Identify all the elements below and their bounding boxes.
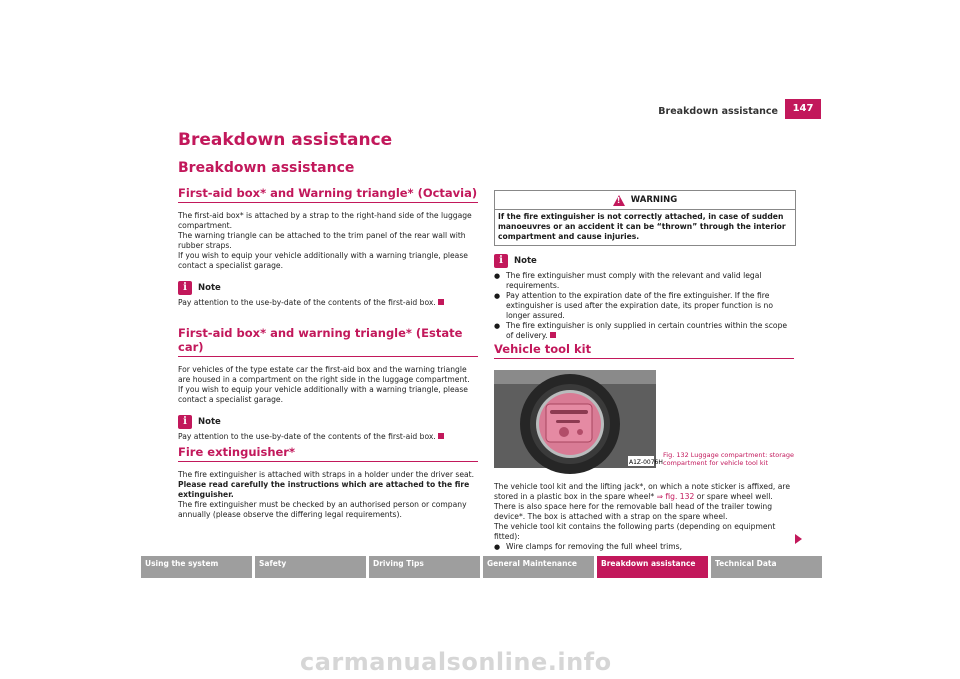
running-header: Breakdown assistance: [658, 106, 778, 117]
fire-extinguisher-note: [494, 254, 794, 341]
paragraph: If you wish to equip your vehicle additionally with a warning triangle, please contact a specialist garage.: [178, 385, 468, 404]
spare-wheel-illustration: [494, 370, 663, 468]
end-of-section-mark: [438, 433, 444, 439]
note-header: [178, 415, 478, 429]
tab-using-the-system[interactable]: Using the system: [141, 556, 252, 578]
note-text: Pay attention to the use-by-date of the contents of the first-aid box.: [178, 432, 478, 442]
end-of-section-mark: [438, 299, 444, 305]
figure-tool-kit-image: [494, 370, 663, 468]
paragraph: The first-aid box* is attached by a strap to the right-hand side of the luggage compartment.: [178, 211, 472, 230]
figure-code: A1Z-0076H: [629, 459, 663, 466]
note-text: Pay attention to the use-by-date of the contents of the first-aid box.: [178, 298, 478, 308]
figure-reference-link[interactable]: ⇒ fig. 132: [656, 492, 695, 501]
tab-safety[interactable]: Safety: [255, 556, 366, 578]
chapter-title: Breakdown assistance: [178, 130, 393, 150]
figure-caption: Fig. 132 Luggage compartment: storage compartment for vehicle tool kit: [663, 451, 795, 467]
note-header: [178, 281, 478, 295]
section-heading: First-aid box* and warning triangle* (Estate car): [178, 326, 478, 357]
section-first-aid-octavia: [178, 186, 478, 308]
paragraph: The vehicle tool kit contains the following parts (depending on equipment fitted):: [494, 522, 776, 541]
list-item: ● The fire extinguisher is only supplied in certain countries within the scope of delivery.: [494, 321, 794, 341]
page-number: 147: [785, 99, 821, 119]
paragraph: The warning triangle can be attached to the trim panel of the rear wall with rubber straps.: [178, 231, 466, 250]
end-of-section-mark: [550, 332, 556, 338]
paragraph: The vehicle tool kit and the lifting jack*, on which a note sticker is affixed, are stored in a plastic box in the spare wheel* ⇒ fig. 132 or spare wheel well. There is also space here for the removable ball head of the trailer towing device*. The box is attached with a strap on the spare wheel.: [494, 482, 791, 521]
warning-icon: [613, 195, 625, 206]
tab-breakdown-assistance[interactable]: Breakdown assistance: [597, 556, 708, 578]
list-item: ● The fire extinguisher must comply with the relevant and valid legal requirements.: [494, 271, 794, 291]
warning-header: [495, 191, 795, 210]
note-label: Note: [514, 256, 537, 266]
paragraph-bold: Please read carefully the instructions which are attached to the fire extinguisher.: [178, 480, 470, 499]
note-header: [494, 254, 794, 268]
list-item: ● Wire clamps for removing the full wheel trims,: [494, 542, 794, 552]
section-vehicle-tool-kit: [494, 342, 794, 359]
section-heading: Fire extinguisher*: [178, 445, 478, 462]
tool-list: [494, 542, 794, 552]
section-heading: Vehicle tool kit: [494, 342, 794, 359]
next-page-arrow-icon[interactable]: [795, 534, 802, 544]
note-list: [494, 271, 794, 341]
note-label: Note: [198, 283, 221, 293]
section-heading: First-aid box* and Warning triangle* (Octavia): [178, 186, 478, 203]
section-first-aid-estate: [178, 326, 478, 442]
chapter-nav: [141, 556, 822, 578]
warning-label: WARNING: [630, 195, 678, 205]
info-icon: i: [494, 254, 508, 268]
section-fire-extinguisher: [178, 445, 478, 520]
warning-text: If the fire extinguisher is not correctly attached, in case of sudden manoeuvres or an accident it can be “thrown” through the interior compartment and cause injuries.: [498, 212, 786, 241]
tab-driving-tips[interactable]: Driving Tips: [369, 556, 480, 578]
section-title: Breakdown assistance: [178, 160, 355, 176]
tool-kit-text: [494, 482, 794, 552]
tab-general-maintenance[interactable]: General Maintenance: [483, 556, 594, 578]
paragraph: The fire extinguisher must be checked by an authorised person or company annually (please observe the differing legal requirements).: [178, 500, 467, 519]
paragraph: If you wish to equip your vehicle additionally with a warning triangle, please contact a specialist garage.: [178, 251, 468, 270]
watermark: carmanualsonline.info: [300, 648, 612, 676]
info-icon: i: [178, 415, 192, 429]
tab-technical-data[interactable]: Technical Data: [711, 556, 822, 578]
paragraph: The fire extinguisher is attached with straps in a holder under the driver seat.: [178, 470, 475, 479]
paragraph: For vehicles of the type estate car the first-aid box and the warning triangle are housed in a compartment on the right side in the luggage compartment.: [178, 365, 470, 384]
note-label: Note: [198, 417, 221, 427]
list-item: ● Pay attention to the expiration date of the fire extinguisher. If the fire extinguisher is used after the expiration date, its proper function is no longer assured.: [494, 291, 794, 321]
warning-box: [494, 190, 796, 246]
info-icon: i: [178, 281, 192, 295]
